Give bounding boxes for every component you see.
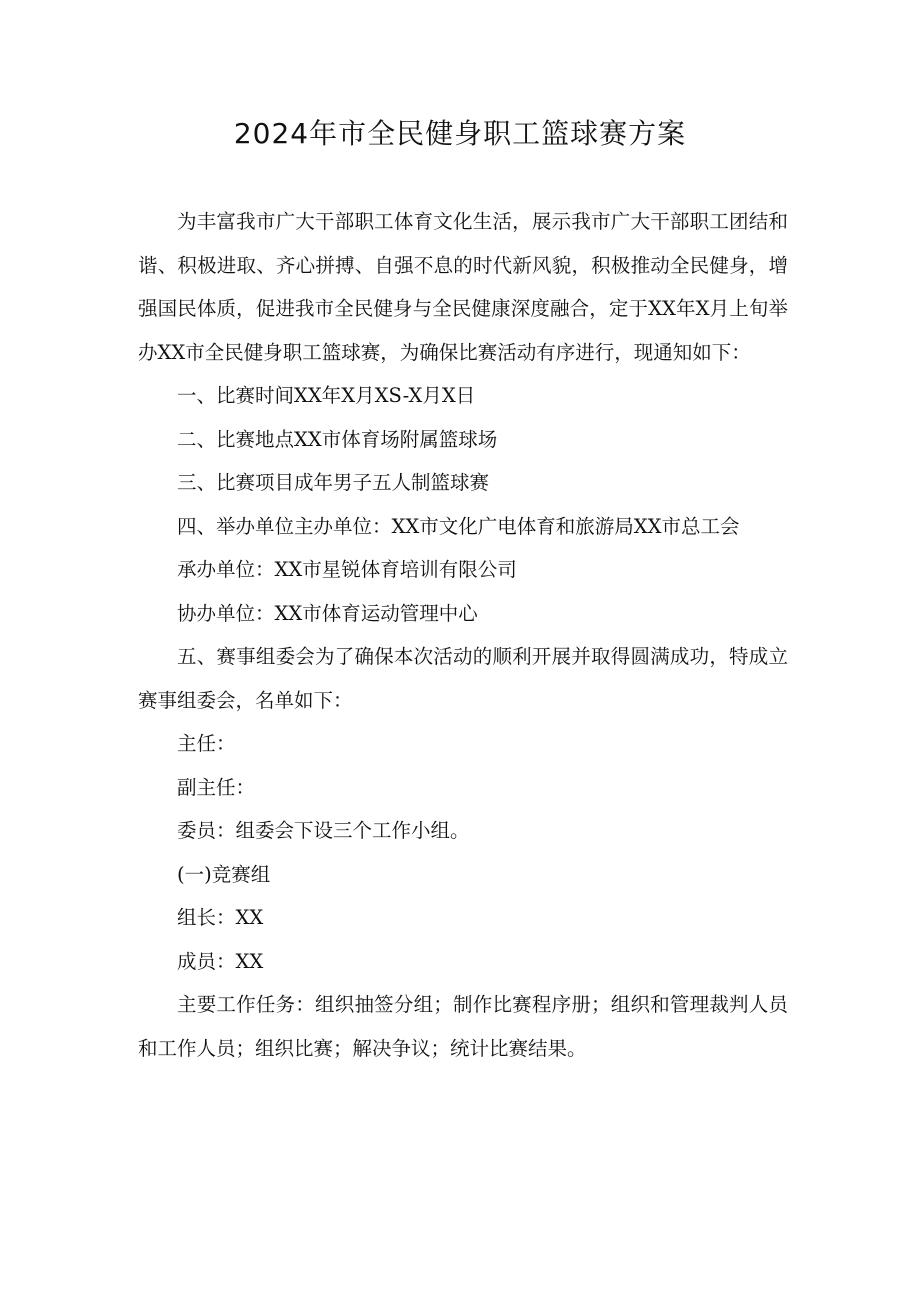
- section-event: 三、比赛项目成年男子五人制篮球赛: [177, 471, 490, 494]
- co-organizer-line: 协办单位：XX市体育运动管理中心: [177, 601, 478, 625]
- document-title: 2024年市全民健身职工篮球赛方案: [233, 117, 687, 150]
- section-venue: 二、比赛地点XX市体育场附属篮球场: [177, 427, 498, 451]
- competition-group-heading: (一)竞赛组: [177, 862, 271, 886]
- group-leader-line: 组长：XX: [177, 906, 264, 929]
- section-committee: 五、赛事组委会为了确保本次活动的顺利开展并取得圆满成功，特成立赛事组委会，名单如下：: [138, 645, 788, 712]
- section-time: 一、比赛时间XX年X月XS-X月X日: [177, 384, 476, 407]
- group-members-line: 成员：XX: [177, 949, 264, 973]
- main-tasks-paragraph: 主要工作任务：组织抽签分组；制作比赛程序册；组织和管理裁判人员和工作人员；组织比赛；解决争议；统计比赛结果。: [138, 993, 788, 1060]
- director-line: 主任：: [177, 732, 236, 755]
- undertaker-line: 承办单位：XX市星锐体育培训有限公司: [177, 558, 517, 581]
- document-body: [138, 200, 788, 1070]
- members-line: 委员：组委会下设三个工作小组。: [177, 819, 470, 842]
- intro-paragraph: 为丰富我市广大干部职工体育文化生活，展示我市广大干部职工团结和谐、积极进取、齐心拼搏、自强不息的时代新风貌，积极推动全民健身，增强国民体质，促进我市全民健身与全民健康深度融合，定于XX年X月上旬举办XX市全民健身职工篮球赛，为确保比赛活动有序进行，现通知如下：: [138, 210, 788, 364]
- deputy-director-line: 副主任：: [177, 775, 256, 799]
- section-organizers: 四、举办单位主办单位：XX市文化广电体育和旅游局XX市总工会: [177, 514, 740, 538]
